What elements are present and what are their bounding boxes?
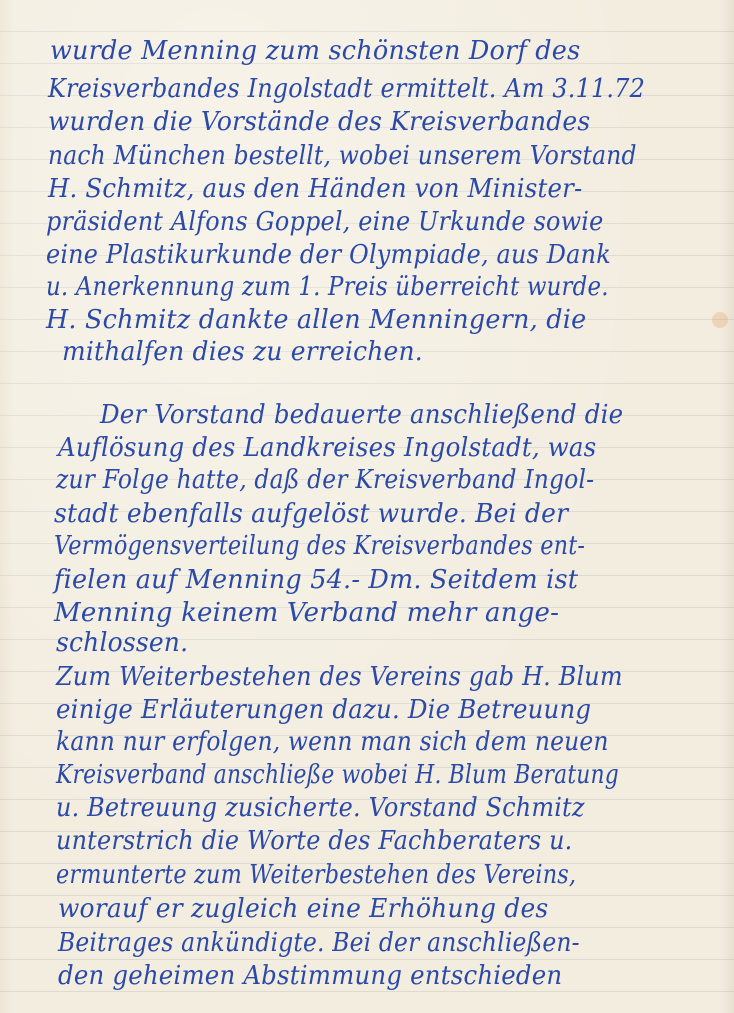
text-line-12	[58, 433, 734, 463]
text-line-14	[54, 499, 734, 529]
text-line-6	[46, 207, 734, 237]
text-line-1-content: wurde Menning zum schönsten Dorf des	[50, 36, 581, 66]
text-line-24-content: unterstrich die Worte des Fachberaters u.	[56, 826, 573, 856]
text-line-13-content: zur Folge hatte, daß der Kreisverband Ingol-	[56, 465, 595, 495]
text-line-20-content: einige Erläuterungen dazu. Die Betreuung	[56, 695, 592, 725]
text-line-3-content: wurden die Vorstände des Kreisverbandes	[48, 107, 591, 137]
text-line-8	[46, 272, 734, 302]
text-line-19	[56, 662, 734, 692]
text-line-7	[46, 240, 734, 270]
text-line-18	[56, 628, 734, 658]
text-line-21-content: kann nur erfolgen, wenn man sich dem neuen	[56, 727, 609, 757]
text-line-26	[58, 894, 734, 924]
text-line-12-content: Auflösung des Landkreises Ingolstadt, was	[58, 433, 597, 463]
text-line-27	[58, 928, 734, 958]
text-line-7-content: eine Plastikurkunde der Olympiade, aus Dank	[46, 240, 611, 270]
text-line-2	[48, 74, 734, 104]
text-line-11	[100, 400, 734, 430]
text-line-23	[56, 793, 734, 823]
text-line-28-content: den geheimen Abstimmung entschieden	[58, 961, 563, 991]
text-line-6-content: präsident Alfons Goppel, eine Urkunde sowie	[46, 207, 604, 237]
text-line-16-content: fielen auf Menning 54.- Dm. Seitdem ist	[54, 565, 579, 595]
text-line-17	[54, 598, 734, 628]
text-line-5	[48, 174, 734, 204]
text-line-13	[56, 465, 734, 495]
text-line-17-content: Menning keinem Verband mehr ange-	[54, 598, 560, 628]
text-line-2-content: Kreisverbandes Ingolstadt ermittelt. Am 3.11.72	[48, 74, 645, 104]
text-line-20	[56, 695, 734, 725]
text-line-10	[62, 337, 734, 367]
text-line-24	[56, 826, 734, 856]
text-line-8-content: u. Anerkennung zum 1. Preis überreicht wurde.	[46, 272, 609, 302]
text-line-1	[50, 36, 734, 66]
text-line-21	[56, 727, 734, 757]
text-line-9	[46, 305, 734, 335]
text-line-9-content: H. Schmitz dankte allen Menningern, die	[46, 305, 587, 335]
text-line-14-content: stadt ebenfalls aufgelöst wurde. Bei der	[54, 499, 569, 529]
text-line-5-content: H. Schmitz, aus den Händen von Minister-	[48, 174, 583, 204]
text-line-10-content: mithalfen dies zu erreichen.	[62, 337, 423, 367]
text-line-4-content: nach München bestellt, wobei unserem Vorstand	[48, 141, 637, 171]
text-line-15-content: Vermögensverteilung des Kreisverbandes ent-	[54, 531, 586, 561]
text-line-25-content: ermunterte zum Weiterbestehen des Vereins,	[56, 860, 577, 890]
text-line-11-content: Der Vorstand bedauerte anschließend die	[100, 400, 624, 430]
text-line-18-content: schlossen.	[56, 628, 189, 658]
text-line-22	[56, 760, 734, 790]
text-line-23-content: u. Betreuung zusicherte. Vorstand Schmitz	[56, 793, 585, 823]
text-line-26-content: worauf er zugleich eine Erhöhung des	[58, 894, 549, 924]
text-line-16	[54, 565, 734, 595]
text-line-3	[48, 107, 734, 137]
text-line-15	[54, 531, 734, 561]
text-line-22-content: Kreisverband anschließe wobei H. Blum Beratung	[56, 760, 619, 790]
text-line-19-content: Zum Weiterbestehen des Vereins gab H. Blum	[56, 662, 623, 692]
text-line-28	[58, 961, 734, 991]
text-line-25	[56, 860, 734, 890]
text-line-27-content: Beitrages ankündigte. Bei der anschließen-	[58, 928, 580, 958]
text-line-4	[48, 141, 734, 171]
